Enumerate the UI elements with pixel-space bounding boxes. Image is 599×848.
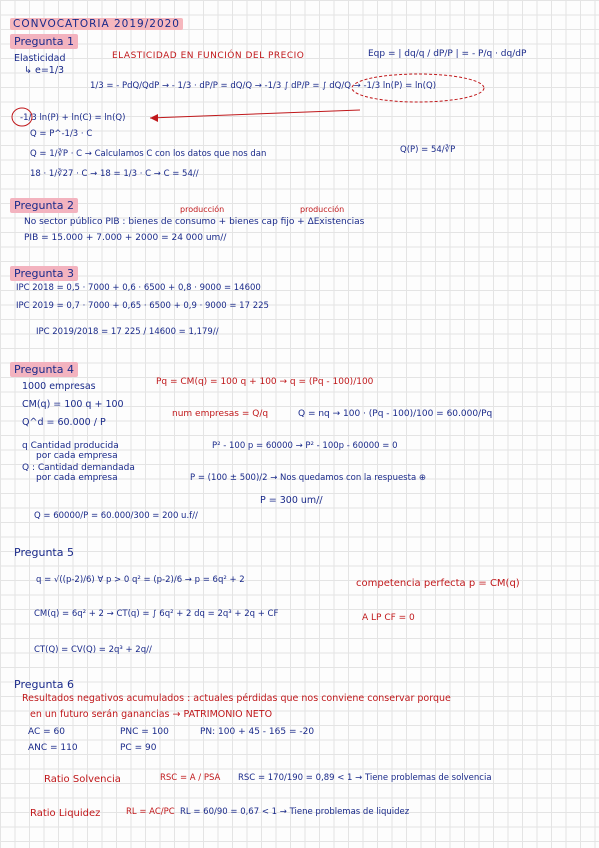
ipc-2019: IPC 2019 = 0,7 · 7000 + 0,65 · 6500 + 0,9 · 9000 = 17 225 [16,301,269,311]
p4-price-result: P = 300 um// [260,495,323,506]
p1-derivation: 1/3 = - PdQ/QdP → - 1/3 · dP/P = dQ/Q → -1/3 ∫ dP/P = ∫ dQ/Q → -1/3 ln(P) = ln(Q) [90,81,437,91]
p5-competencia: competencia perfecta p = CM(q) [356,578,520,589]
p6-resultados-1: Resultados negativos acumulados : actuales pérdidas que nos conviene conservar porque [22,693,451,704]
p6-pn: PN: 100 + 45 - 165 = -20 [200,727,315,737]
p5-ct-result: CT(Q) = CV(Q) = 2q³ + 2q// [34,645,152,655]
p4-Q-def-1: Q : Cantidad demandada [22,463,135,473]
p1-arrowhead [150,114,158,122]
p6-pc: PC = 90 [120,743,157,753]
convocatoria-heading: CONVOCATORIA 2019/2020 [10,18,183,30]
ratio-solvencia-result: RSC = 170/190 = 0,89 < 1 → Tiene problemas de solvencia [238,773,492,783]
ipc-2018: IPC 2018 = 0,5 · 7000 + 0,6 · 6500 + 0,8 · 9000 = 14600 [16,283,261,293]
p1-ln-line: -1/3 ln(P) + ln(C) = ln(Q) [20,113,126,123]
elasticidad-label: Elasticidad [14,53,66,64]
p1-q-line: Q = P^-1/3 · C [30,129,93,139]
elasticidad-title: ELASTICIDAD EN FUNCIÓN DEL PRECIO [112,51,305,61]
p4-q-def-1: q Cantidad producida [22,441,119,451]
pregunta-5-heading: Pregunta 5 [14,546,74,559]
p4-price-cm: Pq = CM(q) = 100 q + 100 → q = (Pq - 100)/100 [156,377,374,387]
p4-cm: CM(q) = 100 q + 100 [22,399,124,410]
p4-q-eq: Q = nq → 100 · (Pq - 100)/100 = 60.000/Pq [298,409,493,419]
p6-pnc: PNC = 100 [120,727,169,737]
pregunta-1-heading: Pregunta 1 [10,34,78,49]
p4-quadratic: P² - 100 p = 60000 → P² - 100p - 60000 = 0 [212,441,398,451]
p1-calc-line: Q = 1/∛P · C → Calculamos C con los datos que nos dan [30,149,267,159]
ratio-liquidez-label: Ratio Liquidez [30,808,101,819]
p5-q-definition: q = √((p-2)/6) ∀ p > 0 q² = (p-2)/6 → p = 6q² + 2 [36,575,245,585]
eqp-formula: Eqp = | dq/q / dP/P | = - P/q · dq/dP [368,49,527,59]
p6-ac: AC = 60 [28,727,65,737]
p6-resultados-2: en un futuro serán ganancias → PATRIMONIO NETO [30,709,273,720]
pregunta-3-heading: Pregunta 3 [10,266,78,281]
p4-num-empresas: num empresas = Q/q [172,409,269,419]
pregunta-2-heading: Pregunta 2 [10,198,78,213]
p2-pib-definition: No sector público PIB : bienes de consumo + bienes cap fijo + ΔExistencias [24,217,365,227]
p4-qd: Q^d = 60.000 / P [22,417,106,428]
p4-empresas: 1000 empresas [22,381,96,392]
ratio-liquidez-result: RL = 60/90 = 0,67 < 1 → Tiene problemas de liquidez [180,807,410,817]
p1-arrow [150,110,360,118]
p4-Q-def-2: por cada empresa [36,473,118,483]
pregunta-6-heading: Pregunta 6 [14,678,74,691]
ratio-solvencia-formula: RSC = A / PSA [160,773,221,783]
p6-anc: ANC = 110 [28,743,78,753]
pregunta-4-heading: Pregunta 4 [10,362,78,377]
ipc-ratio: IPC 2019/2018 = 17 225 / 14600 = 1,179// [36,327,219,337]
p5-lp: A LP CF = 0 [362,613,415,623]
ratio-solvencia-label: Ratio Solvencia [44,774,121,785]
produccion-label-1: producción [180,205,225,214]
p1-small-ellipse [12,108,32,126]
p4-q-def-2: por cada empresa [36,451,118,461]
p5-cm-ct: CM(q) = 6q² + 2 → CT(q) = ∫ 6q² + 2 dq = 2q³ + 2q + CF [34,609,279,619]
e-value: ↳ e=1/3 [24,65,65,76]
p2-pib-result: PIB = 15.000 + 7.000 + 2000 = 24 000 um// [24,233,227,243]
p4-solution: P = (100 ± 500)/2 → Nos quedamos con la respuesta ⊕ [190,473,426,483]
p4-Q-result: Q = 60000/P = 60.000/300 = 200 u.f// [34,511,198,521]
qp-result: Q(P) = 54/∛P [400,145,456,155]
ratio-liquidez-formula: RL = AC/PC [126,807,175,817]
p1-ellipse [352,74,484,102]
p1-c-result: 18 · 1/∛27 · C → 18 = 1/3 · C → C = 54// [30,169,199,179]
produccion-label-2: producción [300,205,345,214]
